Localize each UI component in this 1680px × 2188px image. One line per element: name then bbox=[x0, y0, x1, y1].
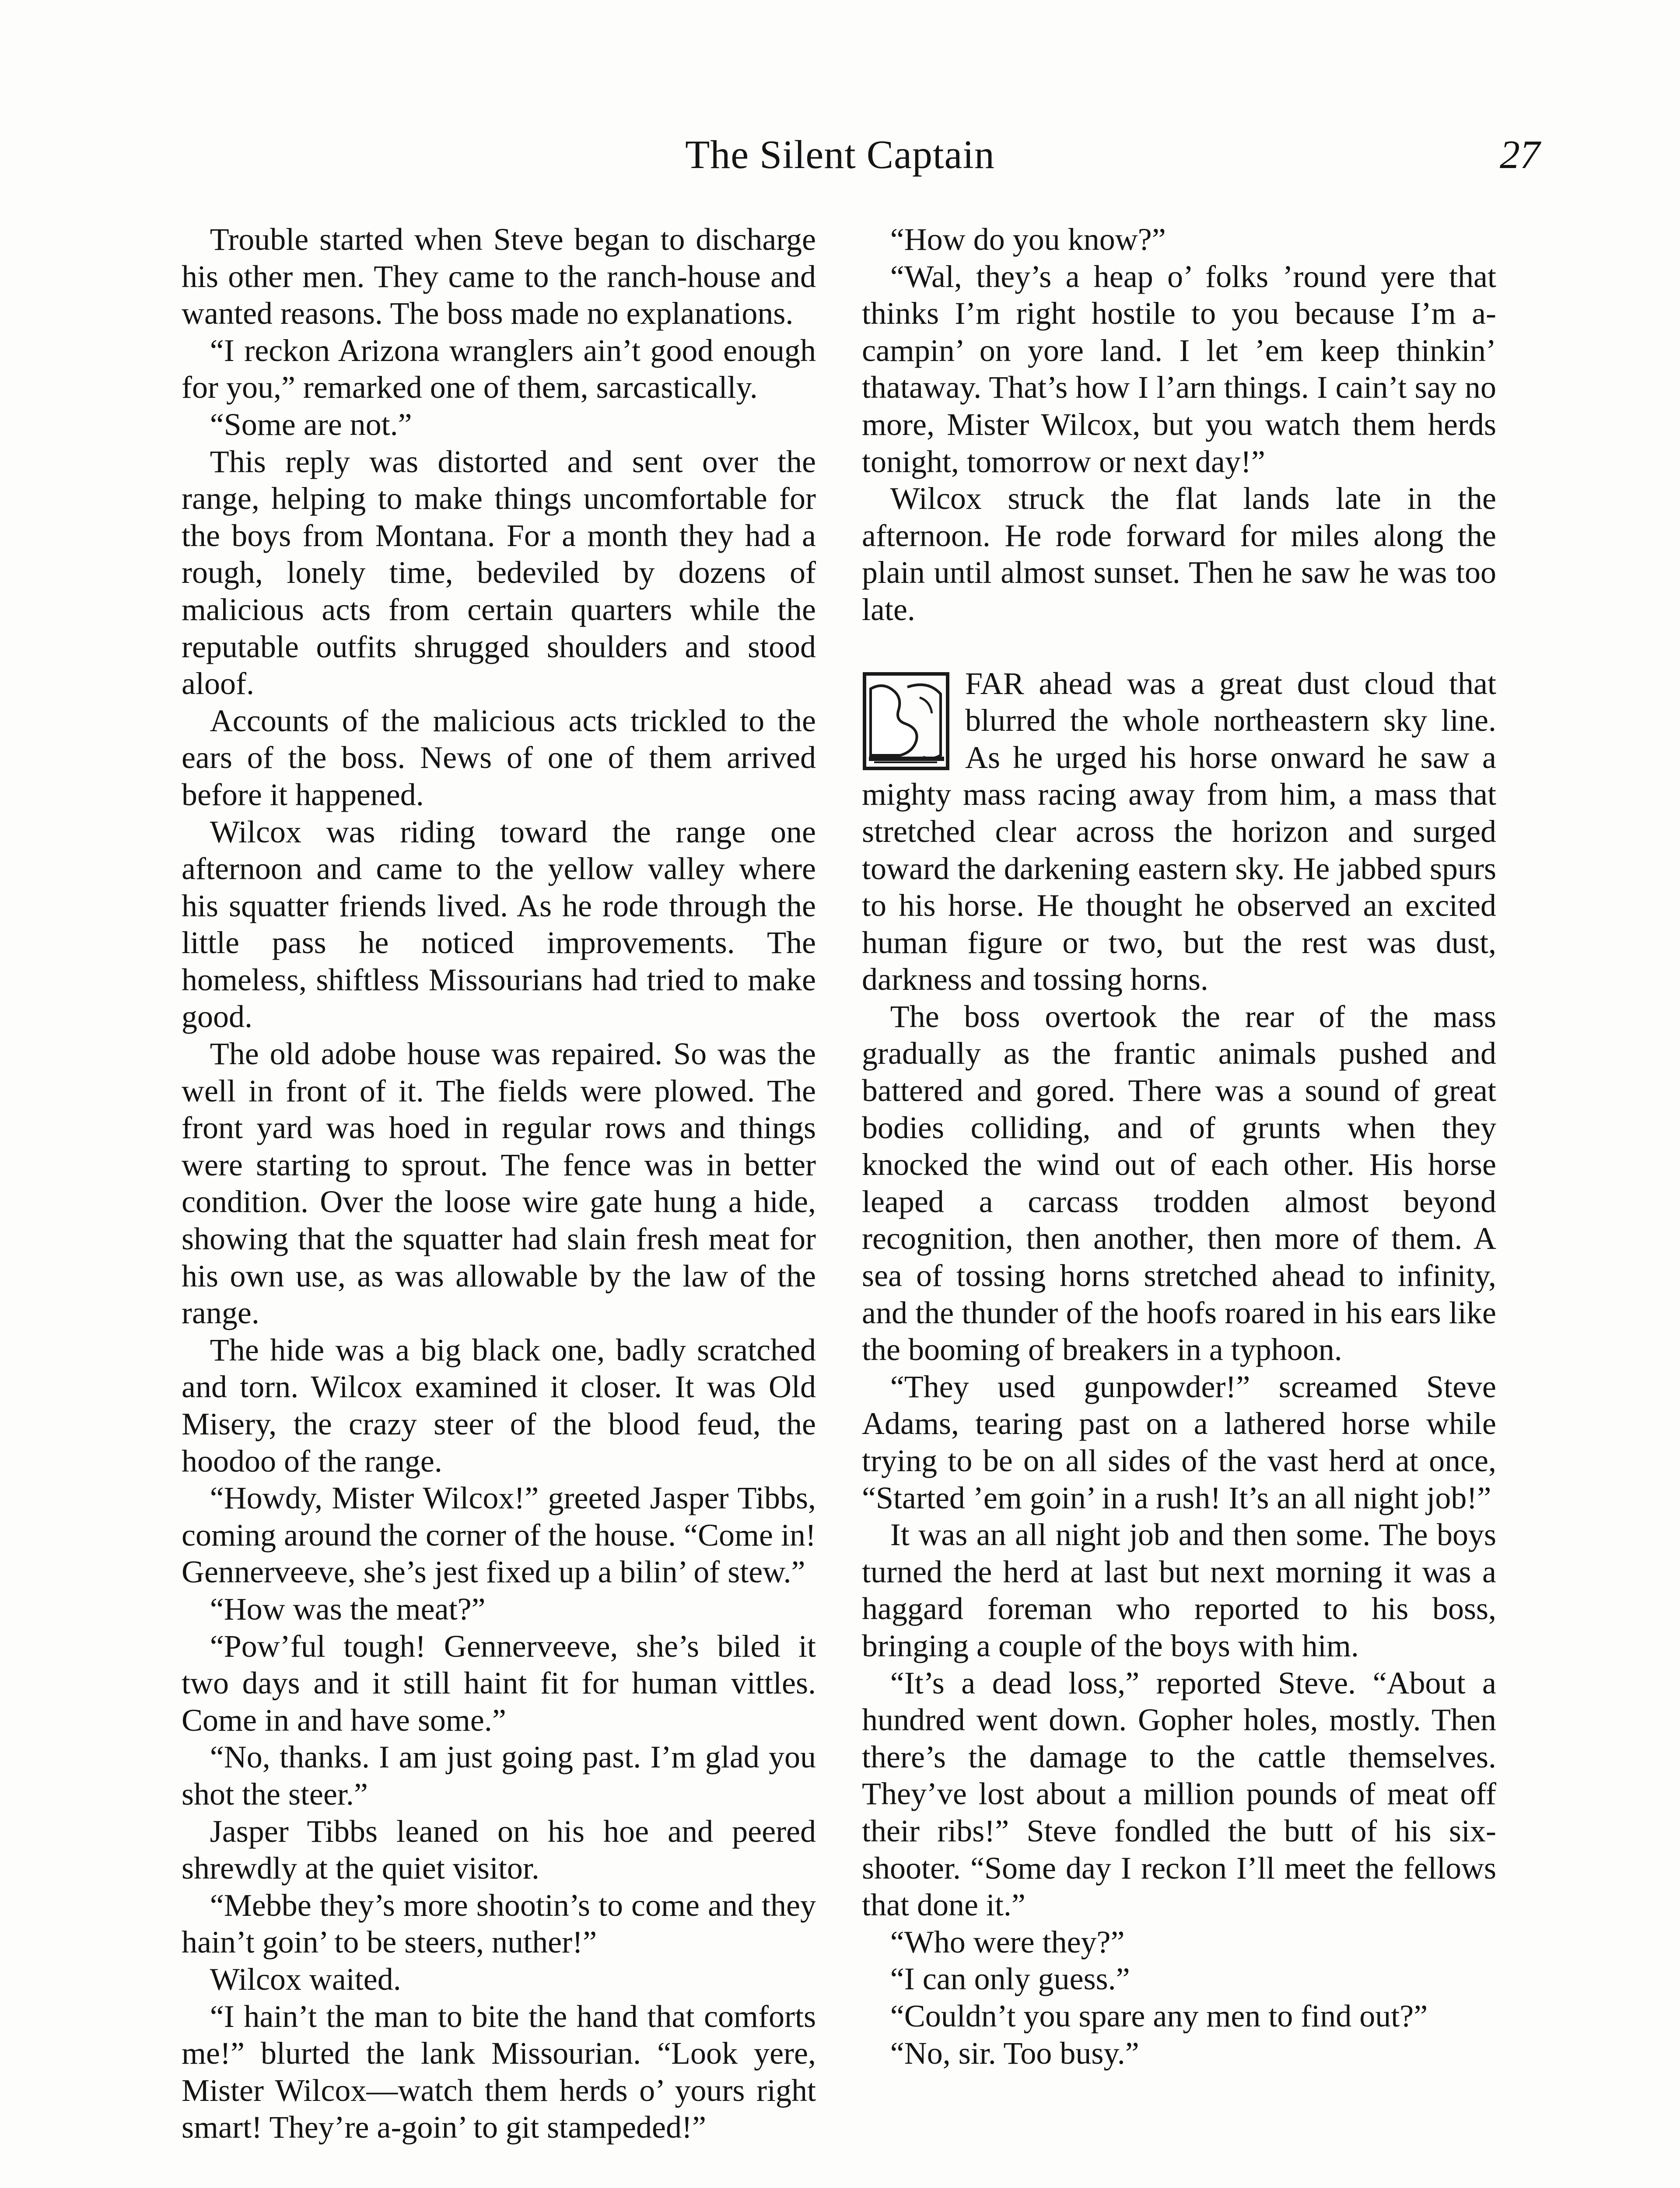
paragraph: “Wal, they’s a heap o’ folks ’round yere that thinks I’m right hostile to you because I’m a-campin’ on yore land. I let ’em keep thinkin’ thataway. That’s how I l’arn things. I cain’t say no more, Mister Wilcox, but you watch them herds tonight, tomorrow or next day!” bbox=[862, 259, 1496, 479]
paragraph: Wilcox struck the flat lands late in the afternoon. He rode forward for miles along the plain until almost sunset. Then he saw he was too late. bbox=[862, 481, 1496, 627]
paragraph: “Mebbe they’s more shootin’s to come and they hain’t goin’ to be steers, nuther!” bbox=[182, 1887, 816, 1960]
left-column bbox=[182, 221, 816, 2146]
paragraph: “How was the meat?” bbox=[210, 1591, 486, 1627]
paragraph: “I can only guess.” bbox=[890, 1961, 1130, 1997]
running-title: The Silent Captain bbox=[685, 132, 995, 177]
paragraph: This reply was distorted and sent over the range, helping to make things uncomfortable for the boys from Montana. For a month they had a rough, lonely time, bedeviled by dozens of malicious acts from certain quarters while the reputable outfits shrugged shoulders and stood aloof. bbox=[182, 444, 816, 701]
paragraph: “How do you know?” bbox=[890, 222, 1166, 257]
paragraph: The hide was a big black one, badly scratched and torn. Wilcox examined it closer. It was Old Misery, the crazy steer of the blood feud, the hoodoo of the range. bbox=[182, 1332, 816, 1479]
paragraph: Trouble started when Steve began to discharge his other men. They came to the ranch-house and wanted reasons. The boss made no explanations. bbox=[182, 222, 816, 331]
drop-cap-paragraph bbox=[862, 665, 1496, 998]
paragraph: The old adobe house was repaired. So was the well in front of it. The fields were plowed. The front yard was hoed in regular rows and things were starting to sprout. The fence was in better condition. Over the loose wire gate hung a hide, showing that the squatter had slain fresh meat for his own use, as was allowable by the law of the range. bbox=[182, 1036, 816, 1331]
paragraph: Wilcox waited. bbox=[210, 1961, 401, 1997]
paragraph: “Some are not.” bbox=[210, 407, 412, 442]
paragraph: “Couldn’t you spare any men to find out?” bbox=[890, 1998, 1428, 2034]
paragraph: It was an all night job and then some. The boys turned the herd at last but next morning it was a haggard foreman who reported to his boss, bringing a couple of the boys with him. bbox=[862, 1517, 1496, 1663]
paragraph: Jasper Tibbs leaned on his hoe and peered shrewdly at the quiet visitor. bbox=[182, 1813, 816, 1886]
paragraph: Wilcox was riding toward the range one afternoon and came to the yellow valley where his squatter friends lived. As he rode through the little pass he noticed improvements. The homeless, shiftless Missourians had tried to make good. bbox=[182, 814, 816, 1034]
right-column bbox=[862, 221, 1496, 2072]
paragraph: “Who were they?” bbox=[890, 1924, 1125, 1960]
decorative-initial-icon bbox=[862, 671, 950, 771]
paragraph: “It’s a dead loss,” reported Steve. “About a hundred went down. Gopher holes, mostly. Then there’s the damage to the cattle themselves. They’ve lost about a million pounds of meat off their ribs!” Steve fondled the butt of his six-shooter. “Some day I reckon I’ll meet the fellows that done it.” bbox=[862, 1665, 1496, 1923]
paragraph: Accounts of the malicious acts trickled to the ears of the boss. News of one of them arrived before it happened. bbox=[182, 703, 816, 812]
paragraph: “No, sir. Too busy.” bbox=[890, 2035, 1139, 2071]
paragraph: “They used gunpowder!” screamed Steve Adams, tearing past on a lathered horse while trying to be on all sides of the vast herd at once, “Started ’em goin’ in a rush! It’s an all night job!” bbox=[862, 1369, 1496, 1515]
paragraph: “I hain’t the man to bite the hand that comforts me!” blurted the lank Missourian. “Look yere, Mister Wilcox—watch them herds o’ yours right smart! They’re a-goin’ to git stampeded!” bbox=[182, 1999, 816, 2145]
paragraph: The boss overtook the rear of the mass gradually as the frantic animals pushed and battered and gored. There was a sound of great bodies colliding, and of grunts when they knocked the wind out of each other. His horse leaped a carcass trodden almost beyond recognition, then another, then more of them. A sea of tossing horns stretched ahead to infinity, and the thunder of the hoofs roared in his ears like the booming of breakers in a typhoon. bbox=[862, 999, 1496, 1368]
paragraph: “No, thanks. I am just going past. I’m glad you shot the steer.” bbox=[182, 1739, 816, 1812]
paragraph: “Howdy, Mister Wilcox!” greeted Jasper Tibbs, coming around the corner of the house. “Come in! Gennerveeve, she’s jest fixed up a bilin’ of stew.” bbox=[182, 1480, 816, 1590]
paragraph: “I reckon Arizona wranglers ain’t good enough for you,” remarked one of them, sarcastically. bbox=[182, 333, 816, 405]
paragraph-text: FAR ahead was a great dust cloud that blurred the whole northeastern sky line. As he urged his horse onward he saw a mighty mass racing away from him, a mass that stretched clear across the horizon and surged toward the darkening eastern sky. He jabbed spurs to his horse. He thought he observed an excited human figure or two, but the rest was dust, darkness and tossing horns. bbox=[862, 666, 1496, 997]
paragraph: “Pow’ful tough! Gennerveeve, she’s biled it two days and it still haint fit for human vittles. Come in and have some.” bbox=[182, 1628, 816, 1738]
page-number: 27 bbox=[1500, 132, 1540, 177]
section-break bbox=[862, 628, 1496, 665]
running-head bbox=[0, 126, 1680, 187]
